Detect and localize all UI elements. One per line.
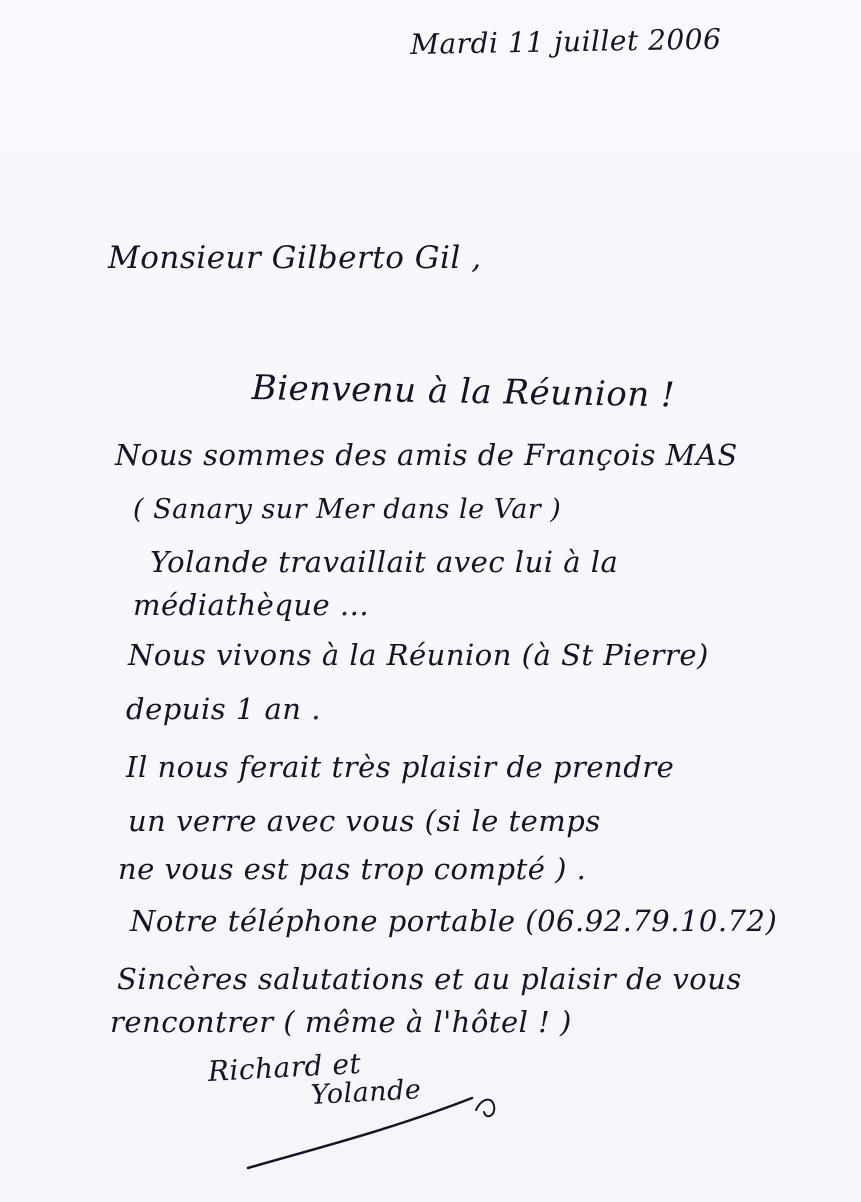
- welcome-line: Bienvenu à la Réunion !: [251, 368, 676, 416]
- body-line: Il nous ferait très plaisir de prendre: [126, 750, 675, 784]
- signature-name-2: Yolande: [310, 1074, 423, 1111]
- body-line: médiathèque ...: [133, 588, 370, 622]
- signature-name-1: Richard et: [207, 1046, 363, 1088]
- body-line: ( Sanary sur Mer dans le Var ): [133, 494, 562, 525]
- letter-date: Mardi 11 juillet 2006: [410, 22, 722, 61]
- body-line: Nous vivons à la Réunion (à St Pierre): [128, 638, 709, 672]
- body-line: un verre avec vous (si le temps: [128, 804, 601, 838]
- body-line: ne vous est pas trop compté ) .: [118, 852, 587, 886]
- body-line: Yolande travaillait avec lui à la: [150, 545, 619, 579]
- body-line: Notre téléphone portable (06.92.79.10.72): [130, 904, 778, 938]
- salutation: Monsieur Gilberto Gil ,: [108, 240, 482, 276]
- body-line: depuis 1 an .: [126, 692, 321, 726]
- signature-flourish: [240, 1090, 520, 1180]
- closing-line: Sincères salutations et au plaisir de vous: [117, 962, 742, 996]
- closing-line: rencontrer ( même à l'hôtel ! ): [110, 1005, 572, 1039]
- body-line: Nous sommes des amis de François MAS: [115, 438, 738, 472]
